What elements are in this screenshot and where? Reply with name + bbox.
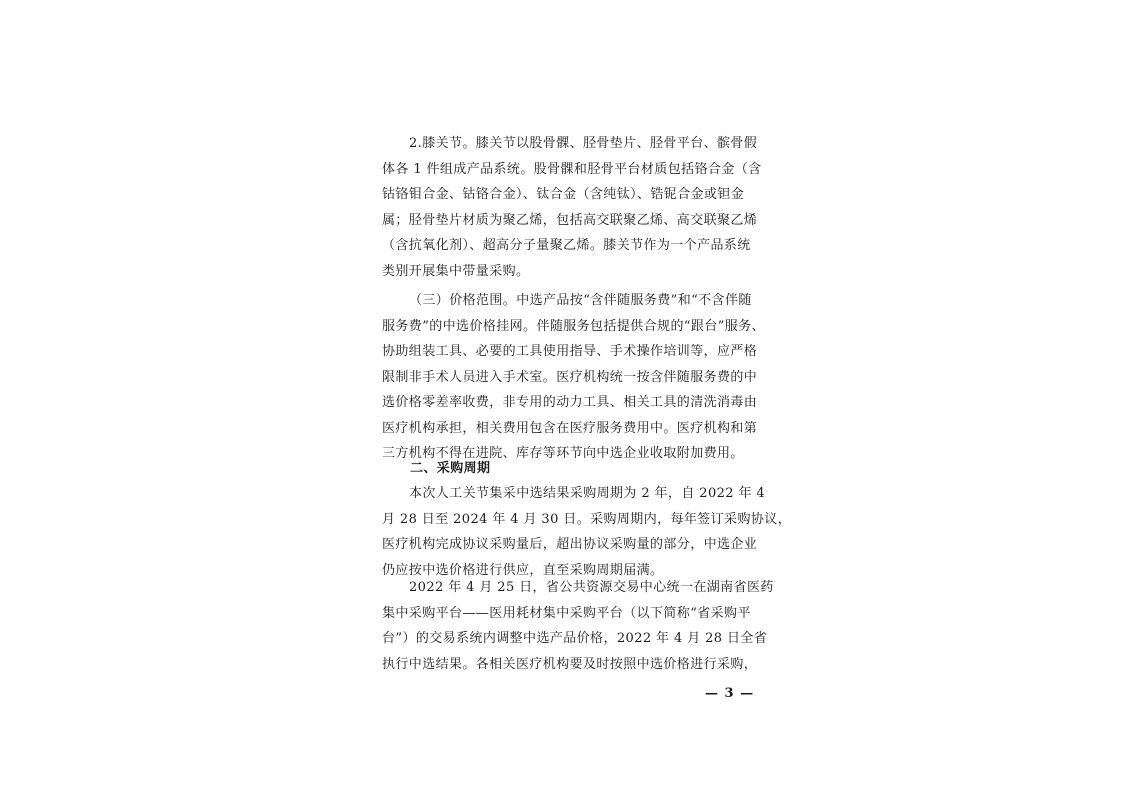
text-line: 仍应按中选价格进行供应，直至采购周期届满。 xyxy=(382,562,664,578)
text-line: 类别开展集中带量采购。 xyxy=(382,263,530,279)
text-line: （含抗氧化剂）、超高分子量聚乙烯。膝关节作为一个产品系统 xyxy=(382,238,751,253)
text-line: 执行中选结果。各相关医疗机构要及时按照中选价格进行采购， xyxy=(382,656,758,672)
text-line: 医疗机构承担，相关费用包含在医疗服务费用中。医疗机构和第 xyxy=(382,420,758,436)
section-heading-procurement-cycle: 二、采购周期 xyxy=(410,461,491,476)
text-line: 三方机构不得在进院、库存等环节向中选企业收取附加费用。 xyxy=(382,446,744,461)
text-line: 体各 1 件组成产品系统。股骨髁和胫骨平台材质包括铬合金（含 xyxy=(382,161,762,177)
text-line: 本次人工关节集采中选结果采购周期为 2 年，自 2022 年 4 xyxy=(409,486,766,501)
text-line: 协助组装工具、必要的工具使用指导、手术操作培训等，应严格 xyxy=(382,344,758,359)
paragraph-price-range xyxy=(382,288,765,467)
text-line: 台”）的交易系统内调整中选产品价格，2022 年 4 月 28 日全省 xyxy=(382,631,768,646)
text-line: （三）价格范围。中选产品按“含伴随服务费”和“不含伴随 xyxy=(409,293,752,308)
text-line: 服务费”的中选价格挂网。伴随服务包括提供合规的“跟台”服务、 xyxy=(382,318,765,334)
text-line: 集中采购平台——医用耗材集中采购平台（以下简称“省采购平 xyxy=(382,605,751,621)
text-line: 限制非手术人员进入手术室。医疗机构统一按含伴随服务费的中 xyxy=(382,369,758,385)
text-line: 2.膝关节。膝关节以股骨髁、胫骨垫片、胫骨平台、髌骨假 xyxy=(409,136,758,151)
text-line: 选价格零差率收费，非专用的动力工具、相关工具的清洗消毒由 xyxy=(382,395,758,410)
paragraph-procurement-cycle xyxy=(382,481,792,583)
page-number: — 3 — xyxy=(705,686,755,701)
paragraph-knee-joint xyxy=(382,131,762,284)
text-line: 医疗机构完成协议采购量后，超出协议采购量的部分，中选企业 xyxy=(382,537,758,552)
text-line: 属；胫骨垫片材质为聚乙烯，包括高交联聚乙烯、高交联聚乙烯 xyxy=(382,212,758,228)
paragraph-price-adjustment xyxy=(382,575,774,677)
text-line: 钴铬钼合金、钴铬合金）、钛合金（含纯钛）、锆铌合金或钽金 xyxy=(382,187,745,202)
text-line: 2022 年 4 月 25 日，省公共资源交易中心统一在湖南省医药 xyxy=(409,580,774,595)
text-line: 月 28 日至 2024 年 4 月 30 日。采购周期内，每年签订采购协议， xyxy=(382,511,792,527)
